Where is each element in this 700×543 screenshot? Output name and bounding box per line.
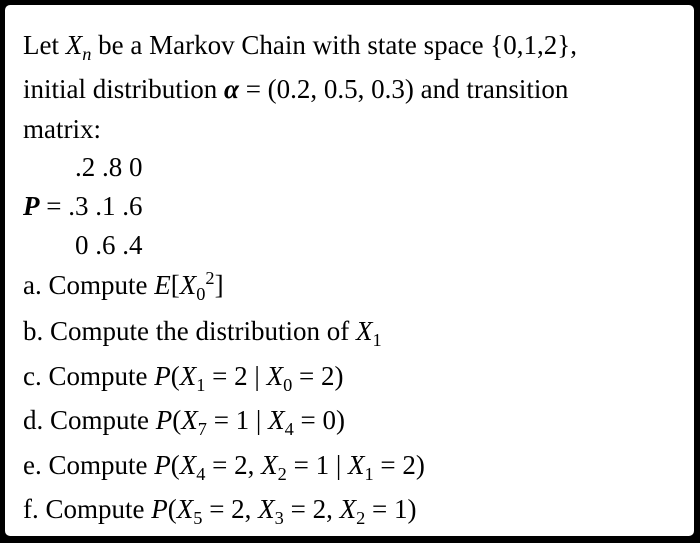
math-text: = 2) — [373, 450, 425, 480]
part-label: e. Compute — [23, 450, 155, 480]
intro-line-1 — [23, 30, 577, 64]
probability-symbol: P — [154, 361, 171, 391]
part-label: d. Compute — [23, 405, 156, 435]
variable-x: X — [181, 405, 198, 435]
matrix-label: P — [23, 191, 40, 221]
subscript: 7 — [197, 418, 207, 439]
math-text: = 2, — [283, 494, 340, 524]
problem-card — [4, 4, 695, 537]
subscript: 0 — [283, 374, 293, 395]
subscript: 1 — [372, 329, 382, 350]
paren: ( — [170, 450, 180, 480]
intro-text: Let — [23, 30, 66, 60]
variable-x: X — [258, 494, 275, 524]
matrix-row-values: 0 .6 .4 — [75, 230, 143, 260]
part-label: f. Compute — [23, 494, 152, 524]
subscript: 3 — [274, 507, 284, 528]
part-label: c. Compute — [23, 361, 155, 391]
intro-text: initial distribution — [23, 74, 224, 104]
part-e — [23, 450, 425, 484]
superscript: 2 — [205, 267, 215, 288]
variable-x: X — [179, 450, 197, 480]
math-text: = 2, — [205, 450, 262, 480]
intro-text: = (0.2, 0.5, 0.3) and transition — [238, 74, 569, 104]
variable-x: X — [179, 270, 197, 300]
intro-text: be a Markov Chain with state space {0,1,2}, — [91, 30, 577, 60]
part-d — [23, 405, 345, 439]
probability-symbol: P — [154, 450, 171, 480]
subscript: 1 — [196, 374, 206, 395]
paren: ( — [167, 494, 177, 524]
subscript: 2 — [356, 507, 366, 528]
matrix-row-3 — [75, 232, 143, 259]
intro-line-2 — [23, 76, 568, 103]
probability-symbol: P — [151, 494, 168, 524]
bracket: ] — [214, 270, 224, 300]
intro-text: matrix: — [23, 114, 101, 144]
part-f — [23, 494, 417, 528]
part-label: b. Compute the distribution of — [23, 316, 356, 346]
part-label: a. Compute — [23, 270, 155, 300]
matrix-row-2 — [23, 193, 142, 220]
variable-x: X — [261, 450, 278, 480]
math-text: = 2 | — [205, 361, 267, 391]
subscript: 2 — [277, 463, 287, 484]
matrix-row-values: .3 .1 .6 — [68, 191, 143, 221]
variable-x: X — [347, 450, 365, 480]
variable-x: X — [339, 494, 357, 524]
math-text: = 2) — [292, 361, 344, 391]
paren: ( — [172, 405, 182, 435]
subscript: 1 — [364, 463, 374, 484]
subscript: 4 — [196, 463, 206, 484]
subscript-n: n — [82, 43, 92, 64]
subscript: 5 — [193, 507, 203, 528]
subscript: 0 — [196, 283, 206, 304]
paren: ( — [170, 361, 180, 391]
variable-x: X — [179, 361, 197, 391]
math-text: = 0) — [293, 405, 345, 435]
equals-sign: = — [39, 191, 69, 221]
expectation-symbol: E — [154, 270, 171, 300]
probability-symbol: P — [155, 405, 173, 435]
variable-x: X — [266, 361, 284, 391]
bracket: [ — [170, 270, 180, 300]
alpha-symbol: α — [224, 74, 239, 104]
variable-x: X — [268, 405, 285, 435]
math-text: = 1) — [365, 494, 417, 524]
variable-x: X — [176, 494, 194, 524]
math-text: = 1 | — [206, 405, 269, 435]
subscript: 4 — [284, 418, 294, 439]
part-c — [23, 361, 344, 395]
part-a — [23, 267, 224, 304]
variable-x: X — [65, 30, 83, 60]
intro-line-3 — [23, 116, 101, 143]
matrix-row-1 — [75, 154, 143, 181]
variable-x: X — [355, 316, 373, 346]
math-text: = 2, — [202, 494, 259, 524]
part-b — [23, 316, 382, 350]
matrix-row-values: .2 .8 0 — [75, 152, 143, 182]
math-text: = 1 | — [286, 450, 348, 480]
